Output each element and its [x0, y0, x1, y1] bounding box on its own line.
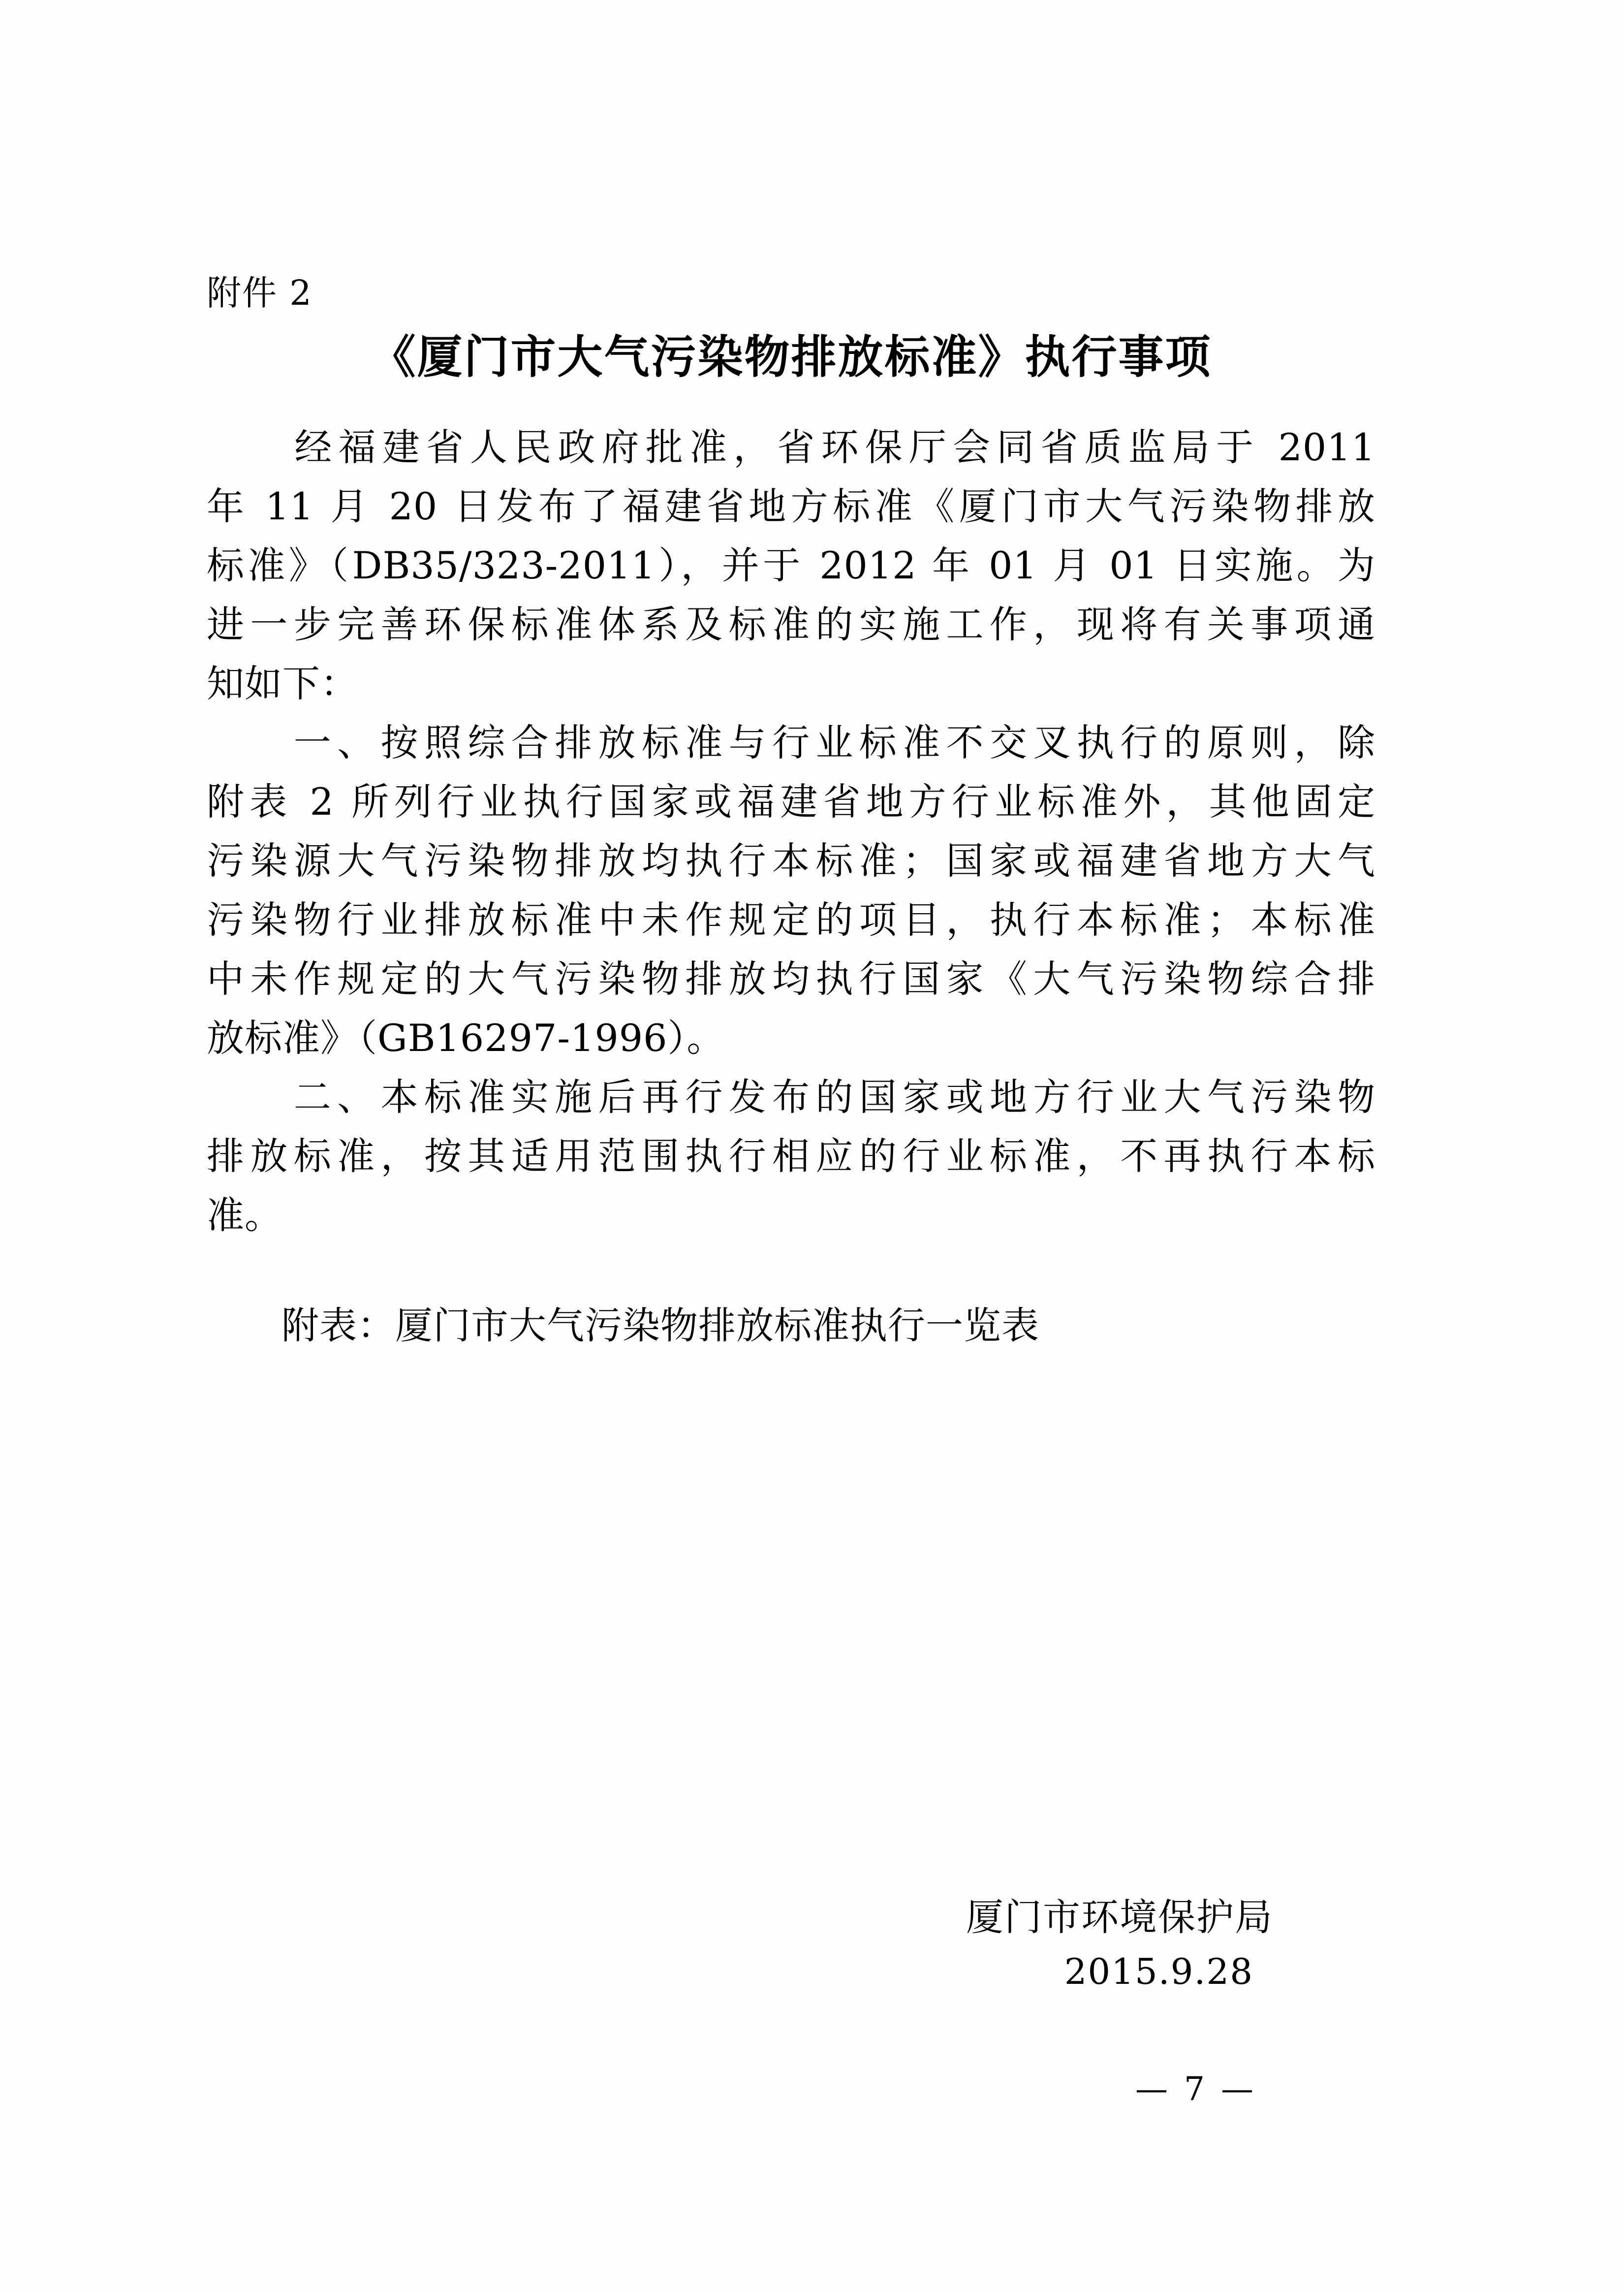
paragraph-line: 附表 2 所列行业执行国家或福建省地方行业标准外，其他固定	[207, 780, 1375, 824]
paragraph-intro	[207, 418, 1375, 713]
paragraph-line: 标准》（DB35/323-2011），并于 2012 年 01 月 01 日实施。为	[207, 543, 1375, 587]
paragraph-line: 污染物行业排放标准中未作规定的项目，执行本标准；本标准	[207, 898, 1375, 942]
signature-block	[207, 1890, 1375, 1999]
paragraph-line: 中未作规定的大气污染物排放均执行国家《大气污染物综合排	[207, 957, 1375, 1001]
attached-table-note: 附表：厦门市大气污染物排放标准执行一览表	[281, 1304, 1039, 1347]
section-spacer	[207, 1245, 1375, 1296]
page-title: 《厦门市大气污染物排放标准》执行事项	[370, 330, 1212, 383]
attachment-label: 附件 2	[207, 273, 312, 313]
document-body	[207, 273, 1375, 1355]
paragraph-line: 一、按照综合排放标准与行业标准不交叉执行的原则，除	[207, 721, 1375, 764]
paragraph-line: 二、本标准实施后再行发布的国家或地方行业大气污染物	[207, 1075, 1375, 1119]
paragraph-line: 进一步完善环保标准体系及标准的实施工作，现将有关事项通	[207, 603, 1375, 646]
paragraph-line: 放标准》（GB16297-1996）。	[207, 1016, 725, 1060]
paragraph-line: 污染源大气污染物排放均执行本标准；国家或福建省地方大气	[207, 839, 1375, 883]
paragraph-line: 准。	[207, 1193, 282, 1237]
paragraph-line: 知如下：	[207, 662, 358, 705]
paragraph-line: 年 11 月 20 日发布了福建省地方标准《厦门市大气污染物排放	[207, 484, 1375, 528]
paragraph-line: 排放标准，按其适用范围执行相应的行业标准，不再执行本标	[207, 1134, 1375, 1178]
signature-date: 2015.9.28	[1064, 1951, 1253, 1992]
paragraph-line: 经福建省人民政府批准，省环保厅会同省质监局于 2011	[207, 425, 1375, 469]
page-number: — 7 —	[1135, 2070, 1256, 2108]
paragraph-item-two	[207, 1068, 1375, 1245]
signature-organization: 厦门市环境保护局	[966, 1895, 1273, 1939]
paragraph-item-one	[207, 713, 1375, 1068]
